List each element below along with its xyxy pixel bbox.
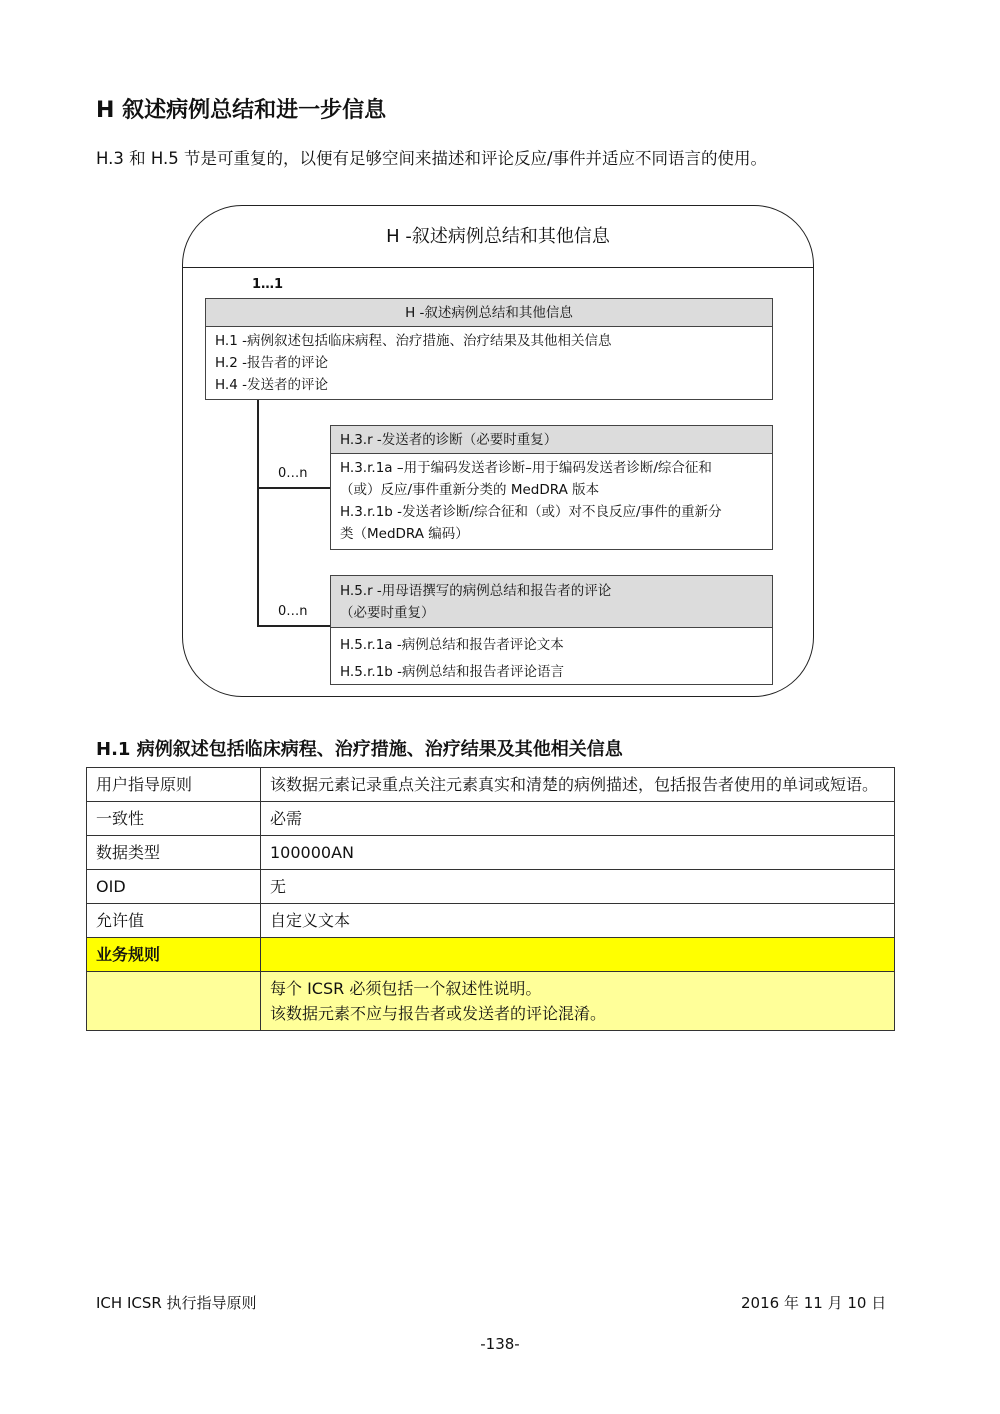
main-box (205, 298, 773, 400)
main-box-line: H.1 -病例叙述包括临床病程、治疗措施、治疗结果及其他相关信息 (215, 333, 612, 349)
table-row (87, 836, 895, 870)
main-box-title: H -叙述病例总结和其他信息 (206, 299, 772, 327)
connector-vertical (257, 400, 259, 627)
intro-paragraph: H.3 和 H.5 节是可重复的，以便有足够空间来描述和评论反应/事件并适应不同语言的使用。 (96, 149, 768, 168)
h3-box-line: H.3.r.1b -发送者诊断/综合征和（或）对不良反应/事件的重新分 (340, 504, 722, 520)
row-key: OID (87, 870, 261, 904)
connector-h5 (257, 625, 331, 627)
table-row (87, 870, 895, 904)
h3-box-line: 类（MedDRA 编码） (340, 526, 469, 542)
h3-multiplicity: 0…n (278, 466, 308, 481)
business-rules-header-empty (261, 938, 895, 972)
h5-multiplicity: 0…n (278, 604, 308, 619)
h5-box-title-line: H.5.r -用母语撰写的病例总结和报告者的评论 (340, 583, 612, 599)
table-row (87, 802, 895, 836)
main-box-line: H.4 -发送者的评论 (215, 377, 328, 393)
h5-box-line: H.5.r.1b -病例总结和报告者评论语言 (340, 664, 565, 680)
h5-box-title-line: （必要时重复） (340, 605, 435, 621)
row-value: 必需 (261, 802, 895, 836)
connector-h3 (257, 487, 331, 489)
business-rule-line: 该数据元素不应与报告者或发送者的评论混淆。 (270, 1004, 607, 1023)
h3-box-title: H.3.r -发送者的诊断（必要时重复） (331, 426, 772, 454)
footer-date: 2016 年 11 月 10 日 (741, 1294, 887, 1312)
row-value: 自定义文本 (261, 904, 895, 938)
business-rules-header-row (87, 938, 895, 972)
row-key: 一致性 (87, 802, 261, 836)
row-key: 数据类型 (87, 836, 261, 870)
page-number: -138- (480, 1335, 520, 1353)
main-box-line: H.2 -报告者的评论 (215, 355, 328, 371)
top-multiplicity: 1…1 (252, 277, 284, 292)
business-rules-label: 业务规则 (87, 938, 261, 972)
h3-box-line: （或）反应/事件重新分类的 MedDRA 版本 (340, 482, 600, 498)
row-key: 允许值 (87, 904, 261, 938)
h1-spec-table (86, 767, 895, 1031)
h5-box-title (331, 576, 772, 628)
row-key: 用户指导原则 (87, 768, 261, 802)
row-value: 无 (261, 870, 895, 904)
h5-box (330, 575, 773, 685)
table-row (87, 768, 895, 802)
business-rules-row (87, 972, 895, 1031)
h5-box-line: H.5.r.1a -病例总结和报告者评论文本 (340, 637, 564, 653)
business-rules-empty-cell (87, 972, 261, 1031)
business-rules-text (261, 972, 895, 1031)
row-value: 100000AN (261, 836, 895, 870)
page-heading: H 叙述病例总结和进一步信息 (96, 98, 387, 123)
row-value: 该数据元素记录重点关注元素真实和清楚的病例描述，包括报告者使用的单词或短语。 (261, 768, 895, 802)
h3-box (330, 425, 773, 550)
section-h1-heading: H.1 病例叙述包括临床病程、治疗措施、治疗结果及其他相关信息 (96, 739, 623, 760)
business-rule-line: 每个 ICSR 必须包括一个叙述性说明。 (270, 979, 542, 998)
diagram-outer-title: H -叙述病例总结和其他信息 (182, 205, 814, 268)
table-row (87, 904, 895, 938)
footer-document-title: ICH ICSR 执行指导原则 (96, 1294, 257, 1312)
h3-box-line: H.3.r.1a –用于编码发送者诊断–用于编码发送者诊断/综合征和 (340, 460, 712, 476)
